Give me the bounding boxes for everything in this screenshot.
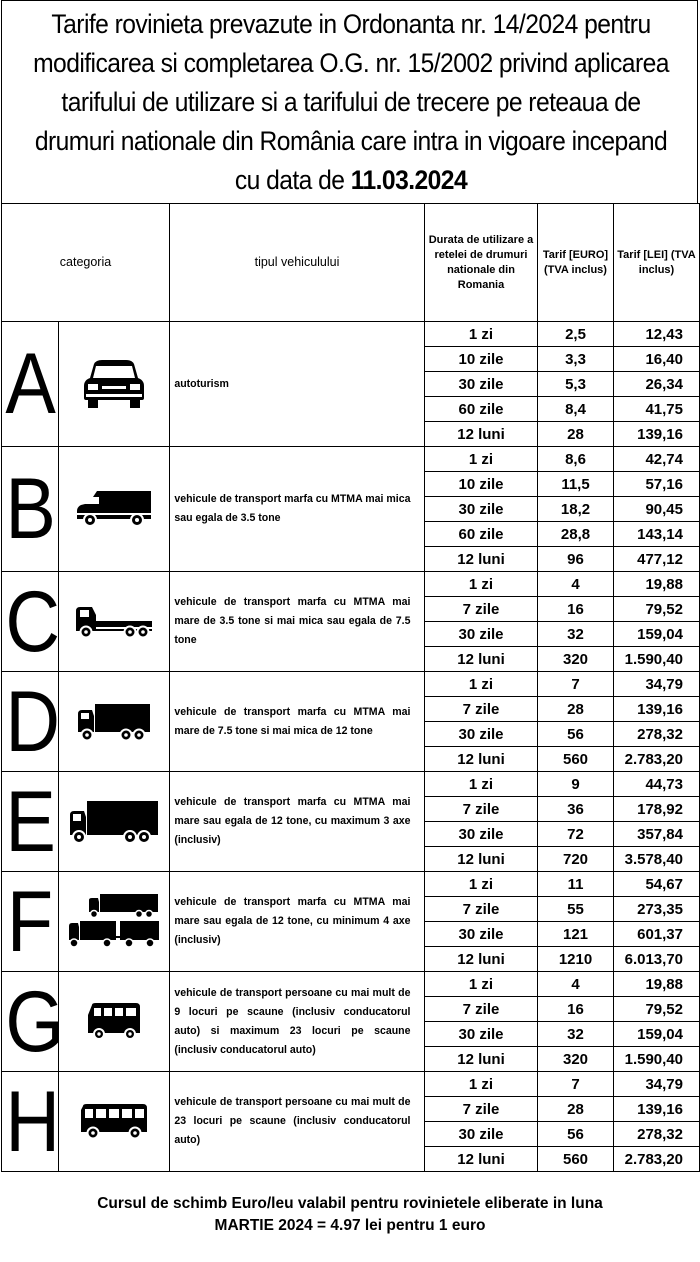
- header-tipul-vehiculului: tipul vehiculului: [170, 204, 425, 322]
- flatbed-truck-icon: [59, 572, 170, 672]
- tariff-lei-cell: 57,16: [614, 472, 700, 497]
- table-row: [2, 322, 700, 347]
- duration-cell: 7 zile: [425, 997, 538, 1022]
- title-line-4: drumuri nationale din România care intra in vigoare incepand: [34, 126, 668, 156]
- tariff-euro-cell: 8,6: [538, 447, 614, 472]
- tariff-euro-cell: 96: [538, 547, 614, 572]
- category-letter-text: F: [6, 873, 54, 970]
- tariff-euro-cell: 11,5: [538, 472, 614, 497]
- duration-cell: 7 zile: [425, 697, 538, 722]
- tariff-lei-cell: 273,35: [614, 897, 700, 922]
- tariff-euro-cell: 28,8: [538, 522, 614, 547]
- category-letter-text: B: [5, 461, 56, 557]
- tariff-euro-cell: 4: [538, 972, 614, 997]
- category-letter: [2, 1072, 59, 1172]
- tariff-lei-cell: 12,43: [614, 322, 700, 347]
- title-line-2: modificarea si completarea O.G. nr. 15/2002 privind aplicarea: [33, 48, 669, 78]
- tariff-euro-cell: 720: [538, 847, 614, 872]
- duration-cell: 1 zi: [425, 772, 538, 797]
- page-title: [32, 5, 670, 200]
- tariff-euro-cell: 4: [538, 572, 614, 597]
- title-date-prefix: cu data de: [234, 165, 351, 195]
- duration-cell: 12 luni: [425, 947, 538, 972]
- tariff-euro-cell: 5,3: [538, 372, 614, 397]
- header-tarif-lei: Tarif [LEI] (TVA inclus): [614, 204, 700, 322]
- vehicle-type-description: vehicule de transport marfa cu MTMA mai mare de 7.5 tone si mai mica de 12 tone: [170, 672, 415, 772]
- title-line-1: Tarife rovinieta prevazute in Ordonanta nr. 14/2024 pentru: [51, 9, 651, 39]
- tariff-euro-cell: 9: [538, 772, 614, 797]
- category-letter: [2, 972, 65, 1072]
- vehicle-type-description: vehicule de transport marfa cu MTMA mai mare sau egala de 12 tone, cu maximum 3 axe (inclusiv): [170, 772, 415, 872]
- tariff-lei-cell: 79,52: [614, 597, 700, 622]
- duration-cell: 10 zile: [425, 472, 538, 497]
- tariff-euro-cell: 16: [538, 997, 614, 1022]
- tariff-euro-cell: 72: [538, 822, 614, 847]
- tariff-euro-cell: 1210: [538, 947, 614, 972]
- tariff-euro-cell: 56: [538, 1122, 614, 1147]
- tariff-lei-cell: 143,14: [614, 522, 700, 547]
- duration-cell: 60 zile: [425, 522, 538, 547]
- car-icon: [59, 322, 170, 447]
- vehicle-type-description: vehicule de transport marfa cu MTMA mai mare de 3.5 tone si mai mica sau egala de 7.5 tone: [170, 572, 415, 672]
- tariff-lei-cell: 139,16: [614, 422, 700, 447]
- title-box: [1, 0, 698, 203]
- duration-cell: 12 luni: [425, 547, 538, 572]
- tariff-euro-cell: 2,5: [538, 322, 614, 347]
- category-letter: [2, 672, 59, 772]
- exchange-rate-footer: [0, 1193, 700, 1237]
- bus-icon: [59, 1072, 170, 1172]
- table-row: [2, 972, 700, 997]
- tariff-lei-cell: 41,75: [614, 397, 700, 422]
- effective-date: 11.03.2024: [350, 165, 468, 195]
- category-letter-text: D: [5, 673, 61, 770]
- duration-cell: 7 zile: [425, 797, 538, 822]
- tariff-lei-cell: 601,37: [614, 922, 700, 947]
- duration-cell: 12 luni: [425, 1047, 538, 1072]
- category-letter: [2, 772, 59, 872]
- tariff-lei-cell: 1.590,40: [614, 1047, 700, 1072]
- tariff-lei-cell: 3.578,40: [614, 847, 700, 872]
- minibus-icon: [59, 972, 170, 1072]
- tariff-lei-cell: 357,84: [614, 822, 700, 847]
- tariff-lei-cell: 2.783,20: [614, 747, 700, 772]
- duration-cell: 30 zile: [425, 1022, 538, 1047]
- tariff-euro-cell: 55: [538, 897, 614, 922]
- vehicle-type-description: vehicule de transport persoane cu mai mult de 9 locuri pe scaune (inclusiv conducatorul auto) si maximum 23 locuri pe scaune (inclusiv conducatorul auto): [170, 972, 415, 1072]
- tariff-lei-cell: 278,32: [614, 722, 700, 747]
- tariff-euro-cell: 11: [538, 872, 614, 897]
- duration-cell: 12 luni: [425, 747, 538, 772]
- table-header-row: [2, 204, 700, 322]
- duration-cell: 7 zile: [425, 597, 538, 622]
- duration-cell: 1 zi: [425, 447, 538, 472]
- category-letter-text: H: [5, 1073, 61, 1170]
- table-row: [2, 872, 700, 897]
- tariff-euro-cell: 320: [538, 1047, 614, 1072]
- tariff-euro-cell: 56: [538, 722, 614, 747]
- category-letter: [2, 572, 59, 672]
- duration-cell: 7 zile: [425, 897, 538, 922]
- duration-cell: 30 zile: [425, 372, 538, 397]
- tariff-lei-cell: 139,16: [614, 697, 700, 722]
- duration-cell: 12 luni: [425, 422, 538, 447]
- duration-cell: 30 zile: [425, 1122, 538, 1147]
- table-row: [2, 1072, 700, 1097]
- box-truck-icon: [59, 672, 170, 772]
- title-line-5: [32, 161, 670, 200]
- duration-cell: 1 zi: [425, 1072, 538, 1097]
- tariff-euro-cell: 7: [538, 672, 614, 697]
- tariff-lei-cell: 79,52: [614, 997, 700, 1022]
- tariff-euro-cell: 8,4: [538, 397, 614, 422]
- category-letter-text: G: [5, 973, 65, 1070]
- tariff-euro-cell: 121: [538, 922, 614, 947]
- tariff-lei-cell: 26,34: [614, 372, 700, 397]
- duration-cell: 1 zi: [425, 672, 538, 697]
- duration-cell: 30 zile: [425, 497, 538, 522]
- category-letter: [2, 322, 59, 447]
- tariff-euro-cell: 28: [538, 1097, 614, 1122]
- trailer-trucks-icon: [59, 872, 170, 972]
- tariff-euro-cell: 18,2: [538, 497, 614, 522]
- table-row: [2, 572, 700, 597]
- vehicle-type-description: vehicule de transport persoane cu mai mult de 23 locuri pe scaune (inclusiv conducatorul auto): [170, 1072, 415, 1172]
- duration-cell: 30 zile: [425, 822, 538, 847]
- tariff-lei-cell: 90,45: [614, 497, 700, 522]
- duration-cell: 30 zile: [425, 922, 538, 947]
- tariff-lei-cell: 42,74: [614, 447, 700, 472]
- tariff-lei-cell: 278,32: [614, 1122, 700, 1147]
- tariff-lei-cell: 19,88: [614, 572, 700, 597]
- tariff-euro-cell: 7: [538, 1072, 614, 1097]
- tariff-lei-cell: 1.590,40: [614, 647, 700, 672]
- duration-cell: 12 luni: [425, 647, 538, 672]
- tariff-lei-cell: 178,92: [614, 797, 700, 822]
- tariff-euro-cell: 32: [538, 622, 614, 647]
- duration-cell: 1 zi: [425, 972, 538, 997]
- category-letter-text: A: [5, 336, 56, 432]
- duration-cell: 7 zile: [425, 1097, 538, 1122]
- tariff-lei-cell: 139,16: [614, 1097, 700, 1122]
- tariff-lei-cell: 477,12: [614, 547, 700, 572]
- category-letter: [2, 447, 59, 572]
- table-row: [2, 447, 700, 472]
- duration-cell: 10 zile: [425, 347, 538, 372]
- category-letter: [2, 872, 59, 972]
- tariff-table: [1, 203, 700, 1172]
- tariff-euro-cell: 28: [538, 422, 614, 447]
- tariff-euro-cell: 320: [538, 647, 614, 672]
- tariff-euro-cell: 560: [538, 747, 614, 772]
- tariff-euro-cell: 16: [538, 597, 614, 622]
- vehicle-type-description: vehicule de transport marfa cu MTMA mai mare sau egala de 12 tone, cu minimum 4 axe (inclusiv): [170, 872, 415, 972]
- tariff-lei-cell: 34,79: [614, 672, 700, 697]
- tariff-lei-cell: 44,73: [614, 772, 700, 797]
- vehicle-type-description: autoturism: [170, 322, 415, 447]
- vehicle-type-description: vehicule de transport marfa cu MTMA mai mica sau egala de 3.5 tone: [170, 447, 415, 572]
- large-truck-icon: [59, 772, 170, 872]
- duration-cell: 30 zile: [425, 622, 538, 647]
- footer-line-1: Cursul de schimb Euro/leu valabil pentru rovinietele eliberate in luna: [97, 1195, 603, 1212]
- table-row: [2, 672, 700, 697]
- tariff-euro-cell: 32: [538, 1022, 614, 1047]
- title-line-3: tarifului de utilizare si a tarifului de trecere pe reteaua de: [61, 87, 641, 117]
- duration-cell: 12 luni: [425, 847, 538, 872]
- tariff-lei-cell: 159,04: [614, 1022, 700, 1047]
- tariff-lei-cell: 159,04: [614, 622, 700, 647]
- tariff-euro-cell: 3,3: [538, 347, 614, 372]
- category-letter-text: E: [5, 773, 56, 870]
- header-durata: Durata de utilizare a retelei de drumuri nationale din Romania: [425, 204, 538, 322]
- tariff-euro-cell: 28: [538, 697, 614, 722]
- tariff-lei-cell: 54,67: [614, 872, 700, 897]
- van-icon: [59, 447, 170, 572]
- tariff-lei-cell: 16,40: [614, 347, 700, 372]
- tariff-lei-cell: 6.013,70: [614, 947, 700, 972]
- footer-line-2: MARTIE 2024 = 4.97 lei pentru 1 euro: [214, 1217, 486, 1234]
- header-tarif-euro: Tarif [EURO] (TVA inclus): [538, 204, 614, 322]
- duration-cell: 1 zi: [425, 872, 538, 897]
- table-row: [2, 772, 700, 797]
- duration-cell: 1 zi: [425, 322, 538, 347]
- tariff-lei-cell: 19,88: [614, 972, 700, 997]
- tariff-lei-cell: 34,79: [614, 1072, 700, 1097]
- tariff-euro-cell: 36: [538, 797, 614, 822]
- duration-cell: 30 zile: [425, 722, 538, 747]
- category-letter-text: C: [5, 573, 61, 670]
- duration-cell: 60 zile: [425, 397, 538, 422]
- duration-cell: 1 zi: [425, 572, 538, 597]
- duration-cell: 12 luni: [425, 1147, 538, 1172]
- tariff-euro-cell: 560: [538, 1147, 614, 1172]
- tariff-lei-cell: 2.783,20: [614, 1147, 700, 1172]
- header-categoria: categoria: [2, 204, 170, 322]
